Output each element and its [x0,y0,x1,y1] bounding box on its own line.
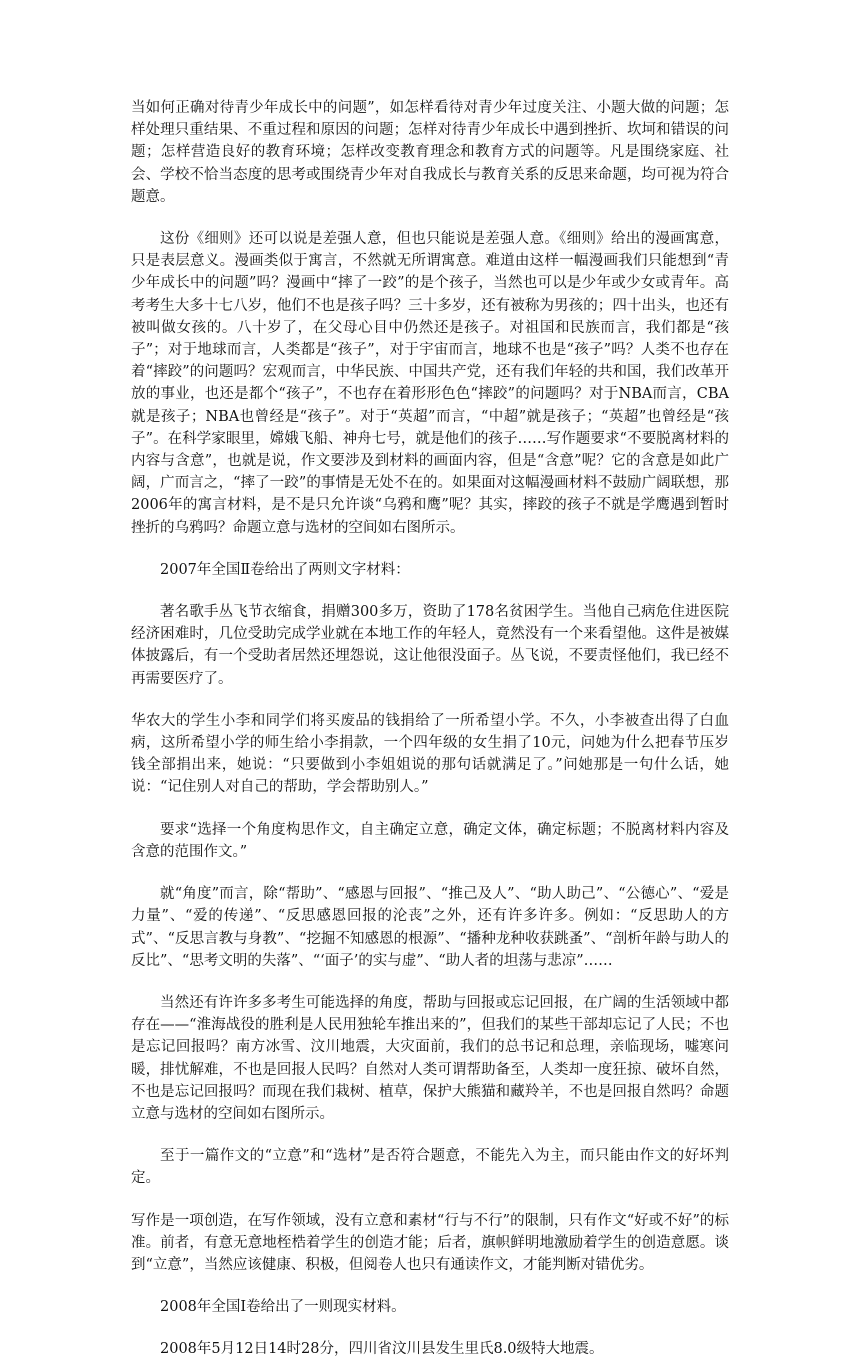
document-page [131,97,729,1361]
paragraph-requirement: 要求“选择一个角度构思作文，自主确定立意，确定文体，确定标题；不脱离材料内容及含意的范围作文。” [131,821,729,860]
paragraph-topic-criteria: 当如何正确对待青少年成长中的问题”，如怎样看待对青少年过度关注、小题大做的问题；怎样处理只重结果、不重过程和原因的问题；怎样对待青少年成长中遇到挫折、坎坷和错误的问题；怎样营造良好的教育环境；怎样改变教育理念和教育方式的问题等。凡是围绕家庭、社会、学校不恰当态度的思考或围绕青少年对自我成长与教育关系的反思来命题，均可视为符合题意。 [131,100,729,205]
paragraph-cartoon-meaning: 这份《细则》还可以说是差强人意，但也只能说是差强人意。《细则》给出的漫画寓意，只是表层意义。漫画类似于寓言，不然就无所谓寓意。难道由这样一幅漫画我们只能想到“青少年成长中的问题”吗？漫画中“摔了一跤”的是个孩子，当然也可以是少年或少女或青年。高考考生大多十七八岁，他们不也是孩子吗？三十多岁，还有被称为男孩的；四十出头，也还有被叫做女孩的。八十岁了，在父母心目中仍然还是孩子。对祖国和民族而言，我们都是“孩子”；对于地球而言，人类都是“孩子”，对于宇宙而言，地球不也是“孩子”吗？人类不也存在着“摔跤”的问题吗？宏观而言，中华民族、中国共产党，还有我们年轻的共和国，我们改革开放的事业，也还是都个“孩子”，不也存在着形形色色“摔跤”的问题吗？对于NBA而言，CBA就是孩子；NBA也曾经是“孩子”。对于“英超”而言，“中超”就是孩子；“英超”也曾经是“孩子”。在科学家眼里，嫦娥飞船、神舟七号，就是他们的孩子……写作题要求“不要脱离材料的内容与含意”，也就是说，作文要涉及到材料的画面内容，但是“含意”呢？它的含意是如此广阔，广而言之，“摔了一跤”的事情是无处不在的。如果面对这幅漫画材料不鼓励广阔联想，那2006年的寓言材料，是不是只允许谈“乌鸦和鹰”呢？其实，摔跤的孩子不就是学鹰遇到暂时挫折的乌鸦吗？命题立意与选材的空间如右图所示。 [131,231,729,536]
paragraph-earthquake: 2008年5月12日14时28分，四川省汶川县发生里氏8.0级特大地震。 [160,1341,604,1358]
paragraph-more-angles: 当然还有许许多多考生可能选择的角度，帮助与回报或忘记回报，在广阔的生活领域中都存在——“淮海战役的胜利是人民用独轮车推出来的”，但我们的某些干部却忘记了人民；不也是忘记回报吗？南方冰雪、汶川地震，大灾面前，我们的总书记和总理，亲临现场，嘘寒问暖，排忧解难，不也是回报人民吗？自然对人类可谓帮助备至，人类却一度狂掠、破坏自然，不也是忘记回报吗？而现在我们栽树、植草，保护大熊猫和藏羚羊，不也是回报自然吗？命题立意与选材的空间如右图所示。 [131,994,729,1122]
paragraph-judgement: 至于一篇作文的“立意”和“选材”是否符合题意，不能先入为主，而只能由作文的好坏判定。 [131,1148,729,1187]
paragraph-material-xiaoli: 华农大的学生小李和同学们将买废品的钱捐给了一所希望小学。不久，小李被查出得了白血病，这所希望小学的师生给小李捐款，一个四年级的女生捐了10元，问她为什么把春节压岁钱全部捐出来，她说：“只要做到小李姐姐说的那句话就满足了。”问她那是一句什么话，她说：“记住别人对自己的帮助，学会帮助别人。” [131,712,729,796]
paragraph-2008-intro: 2008年全国Ⅰ卷给出了一则现实材料。 [160,1299,406,1316]
paragraph-angles: 就“角度”而言，除“帮助”、“感恩与回报”、“推己及人”、“助人助己”、“公德心”、“爱是力量”、“爱的传递”、“反思感恩回报的沦丧”之外，还有许多许多。例如：“反思助人的方式”、“反思言教与身教”、“挖掘不知感恩的根源”、“播种龙种收获跳蚤”、“剖析年龄与助人的反比”、“思考文明的失落”、“‘面子’的实与虚”、“助人者的坦荡与悲凉”…… [131,886,729,969]
paragraph-2007-intro: 2007年全国Ⅱ卷给出了两则文字材料： [160,561,410,578]
paragraph-material-congfei: 著名歌手丛飞节衣缩食，捐赠300多万，资助了178名贫困学生。当他自己病危住进医院经济困难时，几位受助完成学业就在本地工作的年轻人，竟然没有一个来看望他。这件是被媒体披露后，有一个受助者居然还埋怨说，这让他很没面子。丛飞说，不要责怪他们，我已经不再需要医疗了。 [131,604,729,687]
paragraph-writing-creation: 写作是一项创造，在写作领域，没有立意和素材“行与不行”的限制，只有作文“好或不好”的标准。前者，有意无意地桎梏着学生的创造才能；后者，旗帜鲜明地激励着学生的创造意愿。谈到“立意”，当然应该健康、积极，但阅卷人也只有通读作文，才能判断对错优劣。 [131,1212,729,1273]
